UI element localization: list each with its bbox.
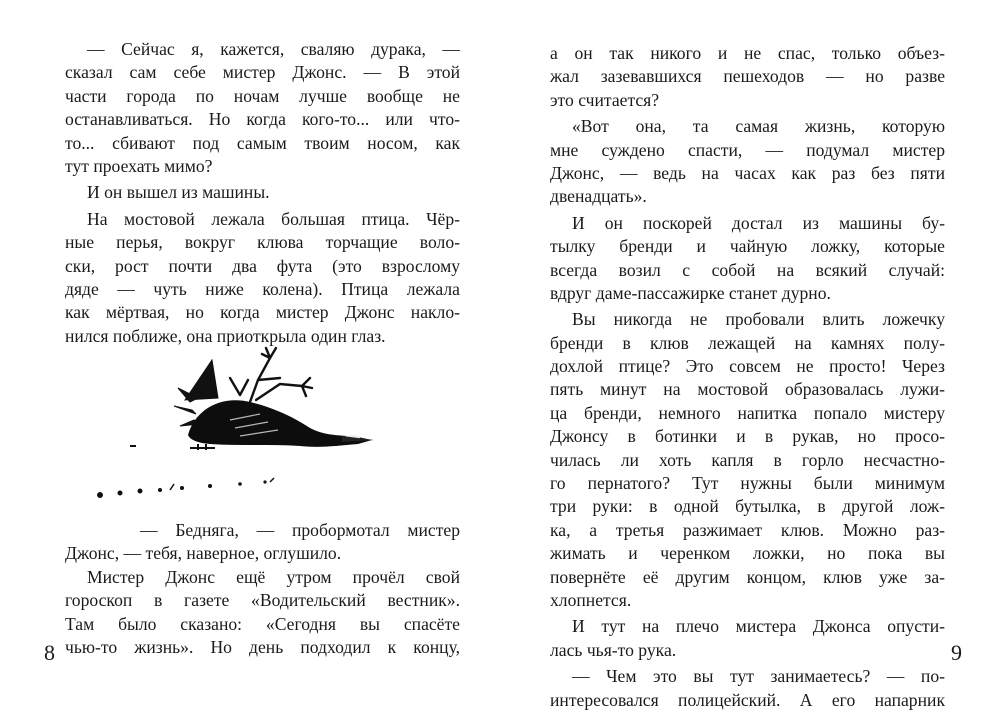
text-line: хлопнется.: [550, 589, 632, 610]
text-line: На мостовой лежала большая птица. Чёр-: [87, 208, 460, 229]
text-line: — Бедняга, — пробормотал мистер: [140, 520, 460, 540]
text-line: интересовался полицейский. А его напарник: [550, 689, 945, 710]
text-line: чью-то жизнь». Но день подходил к концу,: [65, 636, 460, 657]
text-line: сказал сам себе мистер Джонс. — В этой: [65, 62, 460, 83]
text-line: повернёте её другим концом, клюв уже за-: [550, 566, 945, 587]
text-line: части города по ночам лучше вообще не: [65, 85, 460, 106]
text-line: Вы никогда не пробовали влить ложечку: [572, 309, 945, 330]
text-line: тут проехать мимо?: [65, 155, 213, 176]
text-line: жимать и черенком ложки, но пока вы: [550, 543, 945, 564]
text-line: нился поближе, она приоткрыла один глаз.: [65, 325, 386, 346]
text-line: дохлой птице? Это совсем не просто! Через: [550, 356, 945, 377]
text-line: ски, рост почти два фута (это взрослому: [65, 255, 460, 276]
text-line: вдруг даме-пассажирке станет дурно.: [550, 282, 831, 303]
page-number: 9: [951, 640, 962, 665]
text-line: дяде — чуть ниже колена). Птица лежала: [65, 278, 460, 299]
text-line: ка, а третья разжимает клюв. Можно раз-: [550, 519, 945, 540]
left-page-text-bottom: [65, 519, 460, 659]
text-line: останавливаться. Но когда кого-то... или что-: [65, 109, 460, 130]
text-line: И тут на плечо мистера Джонса опусти-: [572, 616, 945, 637]
text-line: это считается?: [550, 89, 660, 110]
left-page: [0, 0, 500, 708]
page-number: 8: [44, 640, 55, 665]
text-line: Мистер Джонс ещё утром прочёл свой: [87, 566, 460, 587]
text-line: тылку бренди и чайную ложку, которые: [550, 236, 945, 257]
text-line: «Вот она, та самая жизнь, которую: [572, 116, 945, 137]
text-line: ца бренди, немного напитка попало мистеру: [550, 402, 945, 423]
text-line: гороскоп в газете «Водительский вестник».: [65, 590, 460, 611]
text-line: лась чья-то рука.: [550, 639, 677, 660]
text-line: три руки: в одной бутылка, в другой лож-: [550, 496, 945, 517]
text-line: — Чем это вы тут занимаетесь? — по-: [572, 666, 945, 687]
text-line: го пернатого? Тут нужны были минимум: [550, 473, 945, 494]
text-line: а он так никого и не спас, только объез-: [550, 43, 945, 63]
text-line: двенадцать».: [550, 186, 647, 207]
text-line: то... сбивают под самым твоим носом, как: [65, 132, 460, 153]
text-line: мне суждено спасти, — подумал мистер: [550, 139, 945, 160]
text-line: Джонсу в ботинки и в рукав, но просо-: [550, 426, 945, 447]
text-line: жал зазевавшихся пешеходов — но разве: [550, 66, 945, 87]
text-line: — Сейчас я, кажется, сваляю дурака, —: [87, 39, 460, 59]
text-line: Там было сказано: «Сегодня вы спасёте: [65, 613, 460, 634]
bird-illustration: [90, 340, 390, 510]
text-line: Джонс, — тебя, наверное, оглушило.: [65, 543, 342, 564]
text-line: И он поскорей достал из машины бу-: [572, 212, 945, 233]
text-line: ные перья, вокруг клюва торчащие воло-: [65, 232, 460, 253]
right-page: [500, 0, 1000, 708]
left-page-text-top: [65, 38, 460, 348]
right-page-text: [550, 42, 945, 712]
text-line: пять минут на мостовой образовалась лужи-: [550, 379, 945, 400]
text-line: всегда возил с собой на всякий случай:: [550, 259, 945, 280]
text-line: чилась ли хоть капля в горло несчастно-: [550, 449, 945, 470]
text-line: как мёртвая, но когда мистер Джонс накло-: [65, 302, 460, 323]
text-line: бренди в клюв лежащей на камнях полу-: [550, 332, 945, 353]
text-line: И он вышел из машины.: [87, 182, 270, 203]
text-line: Джонс, — ведь на часах как раз без пяти: [550, 162, 945, 183]
